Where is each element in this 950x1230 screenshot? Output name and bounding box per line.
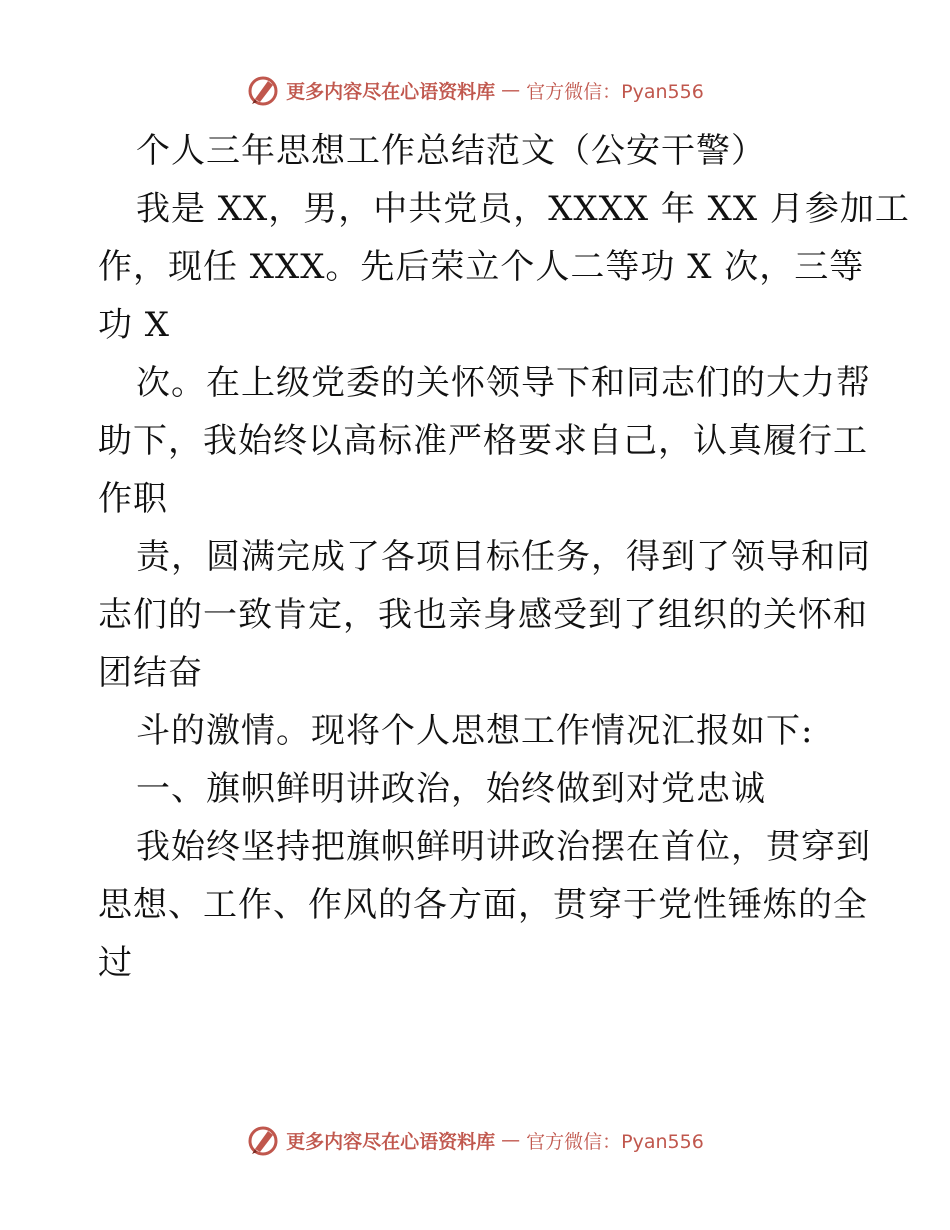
text-line: 作，现任 XXX。先后荣立个人二等功 X 次，三等 <box>98 247 865 287</box>
section-heading: 一、旗帜鲜明讲政治，始终做到对党忠诚 <box>136 769 766 809</box>
banner-brand-text: 更多内容尽在心语资料库 <box>286 1130 496 1153</box>
text-line: 作职 <box>98 479 168 519</box>
pen-logo-icon <box>246 1123 280 1157</box>
pen-logo-icon <box>246 73 280 107</box>
text-line: 斗的激情。现将个人思想工作情况汇报如下: <box>136 711 814 751</box>
footer-banner <box>0 1120 950 1160</box>
document-body <box>98 122 910 992</box>
banner-separator: — <box>501 1129 521 1151</box>
banner-brand-text: 更多内容尽在心语资料库 <box>286 80 496 103</box>
text-line: 过 <box>98 943 133 983</box>
banner-separator: — <box>501 79 521 101</box>
text-line: 我是 XX，男，中共党员，XXXX 年 XX 月参加工 <box>136 189 910 229</box>
text-line: 次。在上级党委的关怀领导下和同志们的大力帮 <box>136 363 871 403</box>
text-line: 团结奋 <box>98 653 203 693</box>
header-banner <box>0 70 950 110</box>
text-line: 思想、工作、作风的各方面，贯穿于党性锤炼的全 <box>98 885 868 925</box>
banner-contact-text: 官方微信：Pyan556 <box>526 80 704 103</box>
document-title: 个人三年思想工作总结范文（公安干警） <box>136 131 766 171</box>
banner-contact-text: 官方微信：Pyan556 <box>526 1130 704 1153</box>
text-line: 我始终坚持把旗帜鲜明讲政治摆在首位，贯穿到 <box>136 827 871 867</box>
text-line: 助下，我始终以高标准严格要求自己，认真履行工 <box>98 421 868 461</box>
text-line: 功 X <box>98 305 171 345</box>
text-line: 志们的一致肯定，我也亲身感受到了组织的关怀和 <box>98 595 868 635</box>
text-line: 责，圆满完成了各项目标任务，得到了领导和同 <box>136 537 871 577</box>
